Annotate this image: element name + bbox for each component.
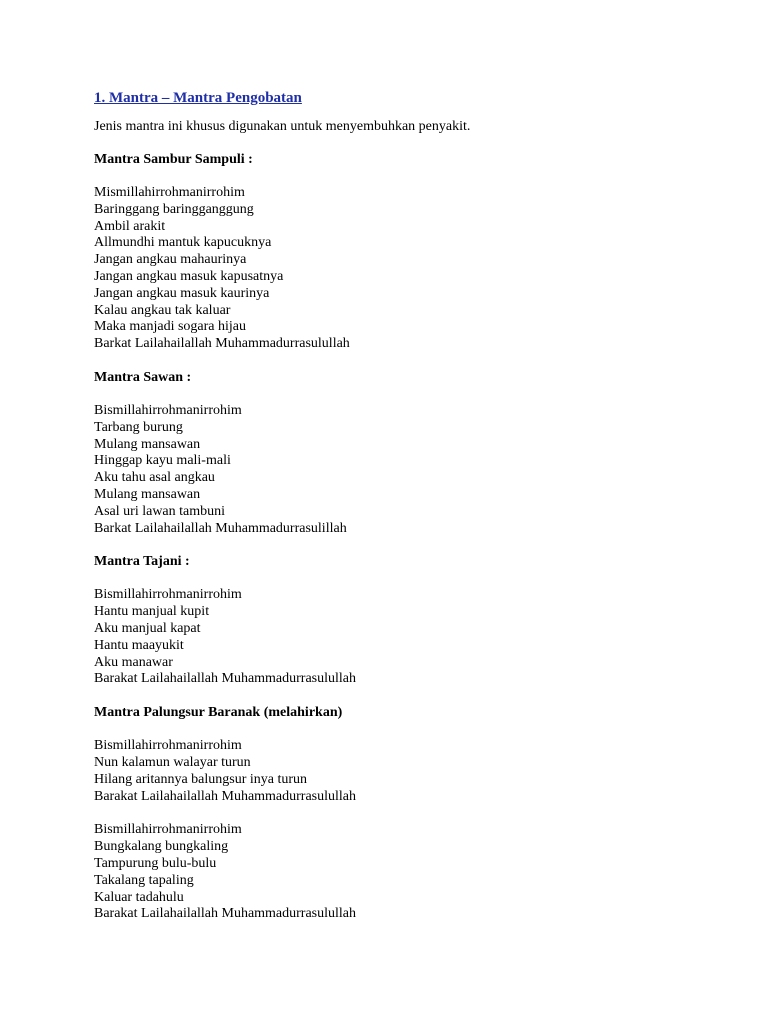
verse-line: Mulang mansawan — [94, 436, 201, 452]
mantra-sections — [94, 151, 734, 923]
verse-line: Ambil arakit — [94, 218, 166, 234]
verse-line: Nun kalamun walayar turun — [94, 754, 251, 770]
verse-line: Hantu manjual kupit — [94, 604, 210, 620]
mantra-verse — [94, 822, 734, 923]
verse-line: Barkat Lailahailallah Muhammadurrasulullah — [94, 336, 350, 352]
section-heading-link[interactable]: 1. Mantra – Mantra Pengobatan — [94, 90, 302, 106]
verse-line: Mulang mansawan — [94, 486, 201, 502]
verse-line: Baringgang baringganggung — [94, 201, 254, 217]
mantra-verse — [94, 738, 734, 805]
verse-line: Barakat Lailahailallah Muhammadurrasulullah — [94, 906, 357, 922]
mantra-title: Mantra Tajani : — [94, 554, 190, 570]
verse-line: Bismillahirrohmanirrohim — [94, 587, 242, 603]
verse-line: Jangan angkau masuk kapusatnya — [94, 268, 284, 284]
verse-line: Barkat Lailahailallah Muhammadurrasulillah — [94, 520, 347, 536]
mantra-title: Mantra Palungsur Baranak (melahirkan) — [94, 705, 343, 721]
mantra-verse — [94, 185, 734, 353]
verse-line: Kalau angkau tak kaluar — [94, 302, 231, 318]
mantra-verse — [94, 403, 734, 537]
document-page — [94, 88, 734, 923]
verse-line: Jangan angkau masuk kaurinya — [94, 285, 270, 301]
mantra-title: Mantra Sambur Sampuli : — [94, 152, 253, 167]
verse-line: Aku manjual kapat — [94, 620, 201, 636]
intro-text: Jenis mantra ini khusus digunakan untuk menyembuhkan penyakit. — [94, 119, 471, 134]
verse-line: Barakat Lailahailallah Muhammadurrasulullah — [94, 788, 357, 804]
verse-line: Hinggap kayu mali-mali — [94, 453, 231, 469]
verse-line: Bismillahirrohmanirrohim — [94, 738, 242, 754]
verse-line: Bismillahirrohmanirrohim — [94, 822, 242, 838]
verse-line: Tarbang burung — [94, 419, 183, 435]
mantra-verse — [94, 587, 734, 688]
verse-line: Aku tahu asal angkau — [94, 470, 215, 486]
verse-line: Aku manawar — [94, 654, 173, 670]
verse-line: Allmundhi mantuk kapucuknya — [94, 235, 272, 251]
verse-line: Takalang tapaling — [94, 872, 194, 888]
verse-line: Barakat Lailahailallah Muhammadurrasulullah — [94, 671, 357, 687]
mantra-title: Mantra Sawan : — [94, 369, 192, 385]
verse-line: Tampurung bulu-bulu — [94, 855, 217, 871]
verse-line: Bungkalang bungkaling — [94, 839, 229, 855]
verse-line: Jangan angkau mahaurinya — [94, 252, 247, 268]
verse-line: Maka manjadi sogara hijau — [94, 319, 247, 335]
verse-line: Kaluar tadahulu — [94, 889, 184, 905]
verse-line: Asal uri lawan tambuni — [94, 503, 226, 519]
verse-line: Hantu maayukit — [94, 637, 184, 653]
verse-line: Bismillahirrohmanirrohim — [94, 402, 242, 418]
verse-line: Hilang aritannya balungsur inya turun — [94, 771, 308, 787]
verse-line: Mismillahirrohmanirrohim — [94, 185, 245, 200]
